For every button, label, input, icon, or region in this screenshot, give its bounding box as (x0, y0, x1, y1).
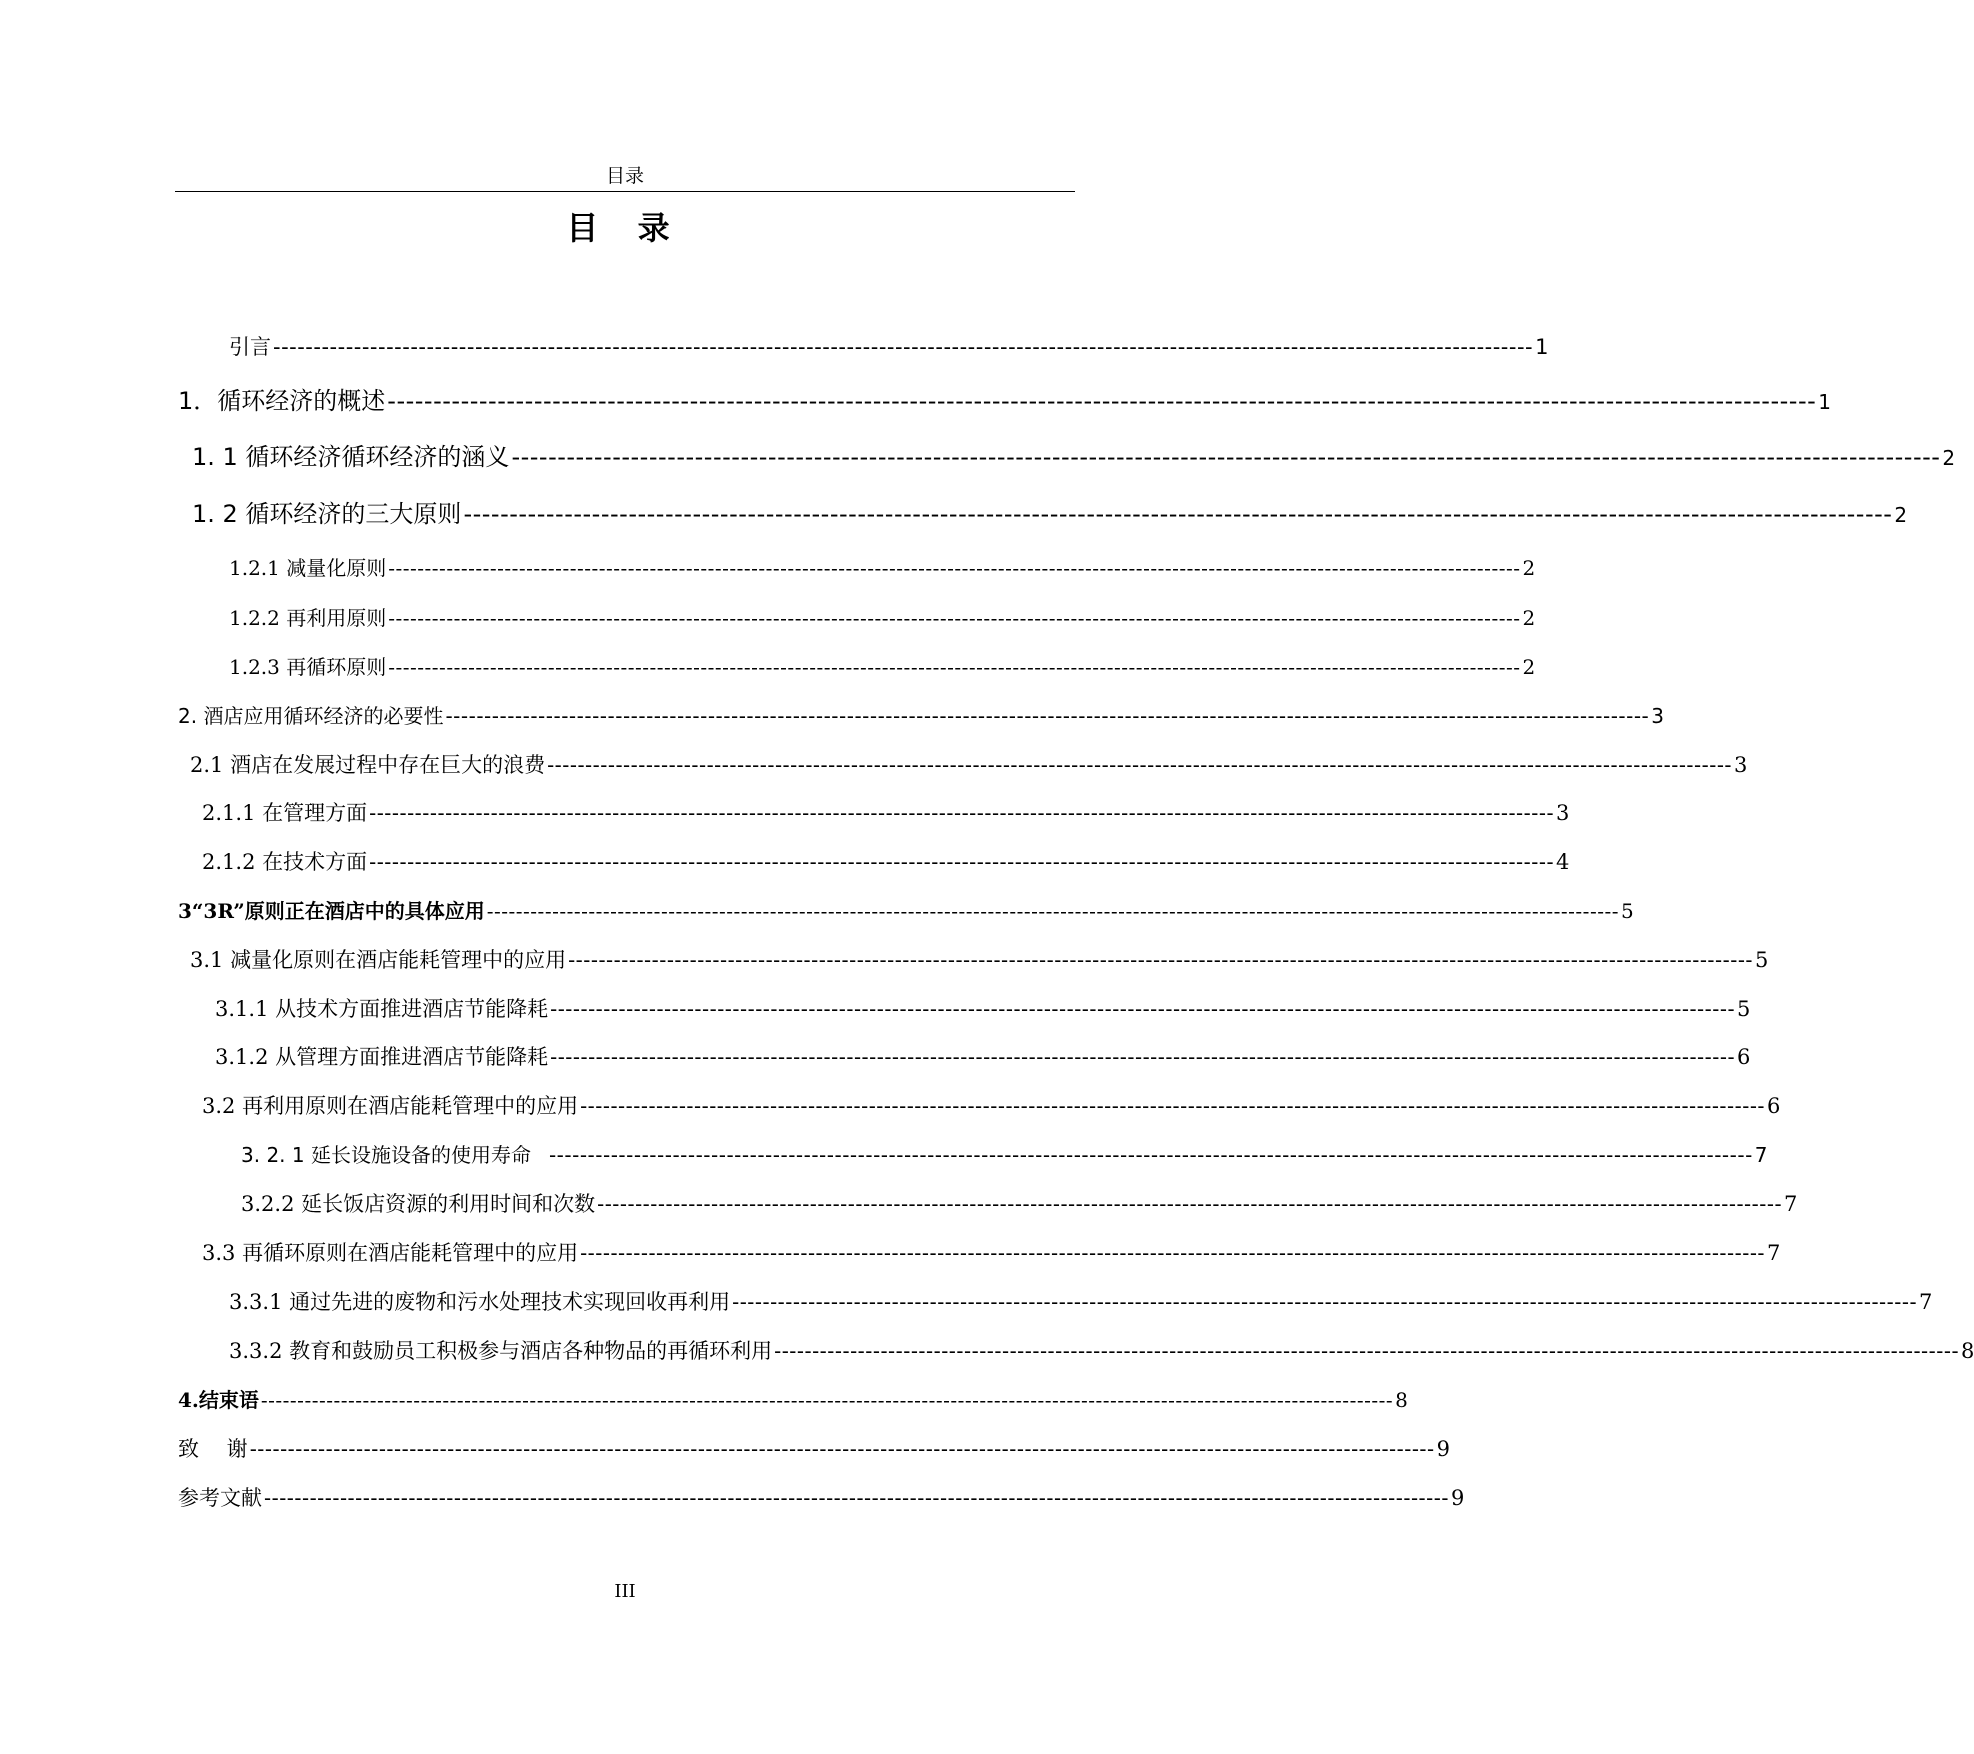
toc-entry-3-1-1[interactable] (215, 992, 1751, 1026)
toc-entry-3-2-2[interactable] (241, 1187, 1798, 1221)
toc-label: 3.3.2 教育和鼓励员工积极参与酒店各种物品的再循环利用 (229, 1339, 773, 1363)
toc-entry-2-1-2[interactable] (202, 845, 1570, 879)
toc-leader: ------------------------------------------------------------------------------------------------------------------------------------------------------------ (550, 997, 1736, 1021)
toc-entry-1-2[interactable] (192, 497, 1908, 531)
toc-leader: ------------------------------------------------------------------------------------------------------------------------------------------------------------ (463, 500, 1893, 528)
toc-entry-intro[interactable] (229, 330, 1549, 364)
toc-label: 引言 (229, 335, 271, 359)
toc-label: 3.2.2 延长饭店资源的利用时间和次数 (241, 1192, 596, 1216)
toc-entry-3-1[interactable] (190, 943, 1769, 977)
toc-entry-3-3-2[interactable] (229, 1334, 1974, 1368)
toc-page-number: 2 (1894, 503, 1908, 527)
toc-entry-2-1[interactable] (190, 748, 1748, 782)
toc-label: 2.1.1 在管理方面 (202, 801, 368, 825)
toc-page-number: 1 (1818, 390, 1831, 414)
toc-label: 2.1.2 在技术方面 (202, 850, 368, 874)
toc-label: 3.1.1 从技术方面推进酒店节能降耗 (215, 997, 549, 1021)
toc-label: 3.2 再利用原则在酒店能耗管理中的应用 (202, 1094, 579, 1118)
toc-label: 1.2.3 再循环原则 (229, 655, 387, 679)
toc-leader: ------------------------------------------------------------------------------------------------------------------------------------------------------------ (264, 1486, 1449, 1510)
toc-entry-3-3[interactable] (202, 1236, 1781, 1270)
toc-label: 1.2.2 再利用原则 (229, 606, 387, 630)
toc-page-number: 7 (1767, 1241, 1781, 1265)
toc-leader: ------------------------------------------------------------------------------------------------------------------------------------------------------------ (732, 1290, 1918, 1314)
toc-label: 4.结束语 (178, 1388, 259, 1412)
toc-leader: ------------------------------------------------------------------------------------------------------------------------------------------------------------ (445, 704, 1650, 728)
toc-page-number: 5 (1737, 997, 1751, 1021)
toc-leader: ------------------------------------------------------------------------------------------------------------------------------------------------------------ (547, 753, 1733, 777)
toc-page-number: 7 (1784, 1192, 1798, 1216)
toc-leader: ------------------------------------------------------------------------------------------------------------------------------------------------------------ (568, 948, 1754, 972)
toc-leader: ------------------------------------------------------------------------------------------------------------------------------------------------------------ (580, 1094, 1766, 1118)
toc-label: 1.2.1 减量化原则 (229, 556, 387, 580)
toc-leader: ------------------------------------------------------------------------------------------------------------------------------------------------------------ (249, 1437, 1435, 1461)
toc-page-number: 9 (1450, 1486, 1465, 1510)
toc-leader: ------------------------------------------------------------------------------------------------------------------------------------------------------------ (260, 1388, 1394, 1412)
toc-label: 3.1 减量化原则在酒店能耗管理中的应用 (190, 948, 567, 972)
toc-leader: ------------------------------------------------------------------------------------------------------------------------------------------------------------ (511, 443, 1941, 471)
toc-label: 3“3R”原则正在酒店中的具体应用 (178, 899, 485, 923)
toc-label: 3.3 再循环原则在酒店能耗管理中的应用 (202, 1241, 579, 1265)
toc-leader: ------------------------------------------------------------------------------------------------------------------------------------------------------------ (597, 1192, 1783, 1216)
toc-entry-3-2-1[interactable] (241, 1138, 1768, 1172)
toc-leader: ------------------------------------------------------------------------------------------------------------------------------------------------------------ (369, 801, 1555, 825)
toc-entry-3-2[interactable] (202, 1089, 1781, 1123)
toc-label: 3. 2. 1 延长设施设备的使用寿命 (241, 1143, 531, 1167)
toc-leader: ------------------------------------------------------------------------------------------------------------------------------------------------------------ (388, 606, 1521, 630)
page-title: 目 录 (566, 209, 684, 247)
toc-leader: ------------------------------------------------------------------------------------------------------------------------------------------------------------ (486, 899, 1619, 923)
toc-leader: ------------------------------------------------------------------------------------------------------------------------------------------------------------ (548, 1143, 1753, 1167)
toc-entry-1-2-3[interactable] (229, 650, 1536, 684)
toc-page-number: 6 (1767, 1094, 1781, 1118)
toc-label: 3.1.2 从管理方面推进酒店节能降耗 (215, 1045, 549, 1069)
toc-entry-2[interactable] (178, 699, 1665, 733)
toc-label: 1．循环经济的概述 (178, 387, 386, 415)
toc-entry-3-1-2[interactable] (215, 1040, 1751, 1074)
toc-page-number: 7 (1919, 1290, 1933, 1314)
toc-entry-3[interactable] (178, 894, 1634, 928)
toc-entry-4[interactable] (178, 1383, 1408, 1417)
toc-page-number: 8 (1395, 1388, 1408, 1412)
toc-page-number: 2 (1522, 655, 1536, 679)
toc-label: 2.1 酒店在发展过程中存在巨大的浪费 (190, 753, 546, 777)
toc-label: 3.3.1 通过先进的废物和污水处理技术实现回收再利用 (229, 1290, 731, 1314)
toc-leader: ------------------------------------------------------------------------------------------------------------------------------------------------------------ (273, 335, 1534, 359)
toc-entry-3-3-1[interactable] (229, 1285, 1933, 1319)
toc-entry-1-1[interactable] (192, 440, 1956, 474)
toc-page-number: 8 (1961, 1339, 1974, 1363)
toc-page-number: 3 (1651, 704, 1665, 728)
toc-page-number: 3 (1556, 801, 1570, 825)
toc-label: 致 谢 (178, 1437, 248, 1461)
toc-label: 2. 酒店应用循环经济的必要性 (178, 704, 444, 728)
toc-label: 参考文献 (178, 1486, 262, 1510)
toc-leader: ------------------------------------------------------------------------------------------------------------------------------------------------------------ (388, 655, 1521, 679)
toc-page-number: 2 (1942, 446, 1956, 470)
toc-leader: ------------------------------------------------------------------------------------------------------------------------------------------------------------ (387, 387, 1817, 415)
toc-page-number: 5 (1620, 899, 1634, 923)
page-number: III (614, 1581, 636, 1602)
toc-leader: ------------------------------------------------------------------------------------------------------------------------------------------------------------ (388, 556, 1521, 580)
toc-page-number: 7 (1754, 1143, 1768, 1167)
toc-entry-2-1-1[interactable] (202, 796, 1570, 830)
header-rule (175, 191, 1075, 192)
toc-label: 1. 2 循环经济的三大原则 (192, 500, 462, 528)
toc-entry-1[interactable] (178, 384, 1831, 418)
toc-entry-1-2-2[interactable] (229, 601, 1536, 635)
toc-page-number: 2 (1522, 556, 1536, 580)
toc-page-number: 3 (1734, 753, 1748, 777)
toc-entry-acknowledgements[interactable] (178, 1432, 1450, 1466)
running-header: 目录 (605, 165, 644, 187)
toc-page-number: 4 (1556, 850, 1570, 874)
toc-leader: ------------------------------------------------------------------------------------------------------------------------------------------------------------ (369, 850, 1555, 874)
toc-entry-1-2-1[interactable] (229, 551, 1536, 585)
toc-page-number: 9 (1436, 1437, 1450, 1461)
toc-page-number: 5 (1755, 948, 1769, 972)
toc-page-number: 1 (1535, 335, 1549, 359)
toc-leader: ------------------------------------------------------------------------------------------------------------------------------------------------------------ (580, 1241, 1766, 1265)
toc-leader: ------------------------------------------------------------------------------------------------------------------------------------------------------------ (550, 1045, 1736, 1069)
toc-leader: ------------------------------------------------------------------------------------------------------------------------------------------------------------ (774, 1339, 1960, 1363)
toc-label: 1. 1 循环经济循环经济的涵义 (192, 443, 510, 471)
toc-page-number: 2 (1522, 606, 1536, 630)
toc-page-number: 6 (1737, 1045, 1751, 1069)
toc-entry-references[interactable] (178, 1481, 1465, 1515)
